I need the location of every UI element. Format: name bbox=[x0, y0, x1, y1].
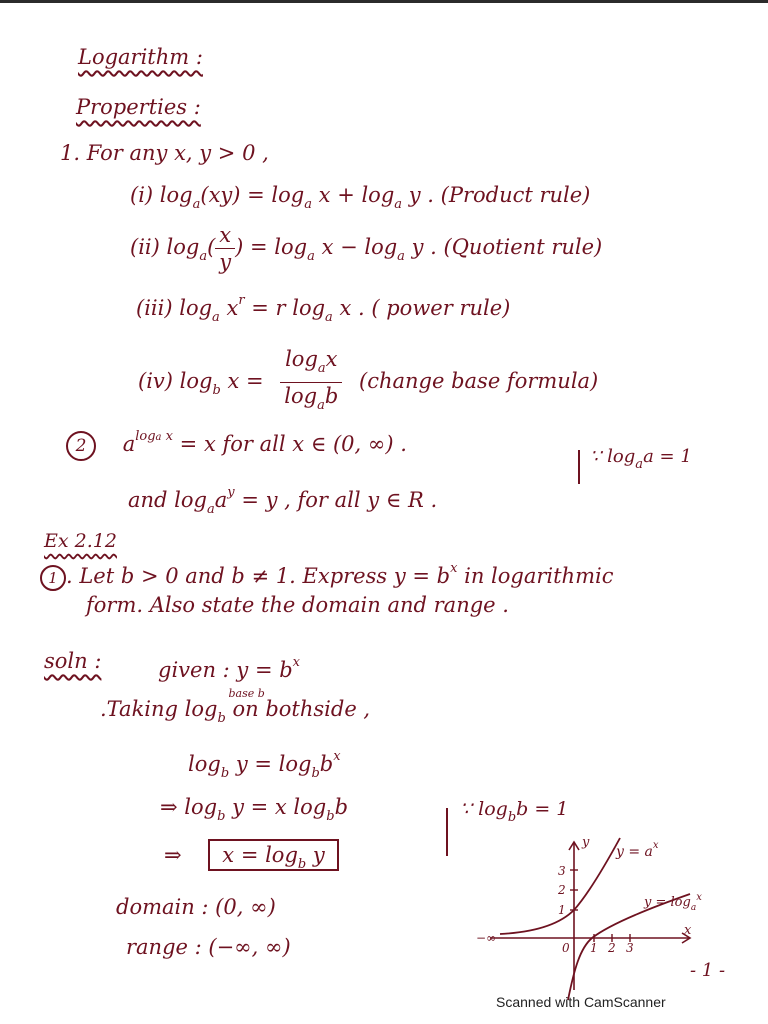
side-divider-2 bbox=[446, 808, 448, 856]
property-1-iii: (iii) $\log_a x^r = r$ $\log_a x$ . ( power rule) bbox=[136, 293, 511, 325]
log-curve-label: $y = \log_a^x$ bbox=[644, 892, 702, 913]
page-number: - 1 - bbox=[690, 960, 726, 981]
scanner-watermark: Scanned with CamScanner bbox=[496, 994, 666, 1010]
side-divider bbox=[578, 450, 580, 484]
property-1-ii: (ii) $\log_a$( $\frac{x}{y}$ ) = $\log_a x - \log_a y$ . (Quotient rule) bbox=[130, 223, 603, 274]
solution-side-note: ∵ $\log_bb = 1$ bbox=[460, 798, 569, 825]
solution-label: soln : bbox=[44, 649, 102, 673]
y-tick-label-2: 2 bbox=[558, 883, 566, 897]
property-2-line-2: and $\log_aa^y = y$ , for all y ∈ R . bbox=[128, 485, 438, 517]
property-1-iv: (iv) $\log_b x$ = $\frac{\log_ax}{\log_ab}$ (change base formula) bbox=[138, 347, 599, 413]
x-tick-label-2: 2 bbox=[608, 941, 616, 955]
solution-step-3: ⇒ $x = \log_b y$ bbox=[164, 842, 339, 878]
example-question-line-1: 1 . Let b > 0 and b ≠ 1. Express $y = b^x$ in logarithmic bbox=[40, 556, 613, 591]
exp-log-graph bbox=[470, 830, 730, 1010]
solution-range: range : (−∞, ∞) bbox=[126, 935, 291, 959]
scan-top-edge bbox=[0, 0, 768, 3]
x-tick-label-1: 1 bbox=[590, 941, 598, 955]
properties-heading: Properties : bbox=[76, 95, 201, 119]
property-2-number: 2 bbox=[66, 431, 96, 461]
property-2-line-1: 2 $a^{loga x} = x$ for all x ∈ (0, ∞) . bbox=[66, 424, 407, 461]
property-1-i: (i) $\log_a(xy) = \log_a x + \log_a y$ . (Product rule) bbox=[130, 183, 591, 212]
x-tick-label-0: 0 bbox=[562, 941, 570, 955]
example-question-line-2: form. Also state the domain and range . bbox=[86, 593, 509, 617]
x-tick-label-3: 3 bbox=[626, 941, 634, 955]
solution-taking-log: .Taking $\log_b$ base b on bothside , bbox=[100, 687, 371, 726]
page-heading: Logarithm : bbox=[78, 45, 203, 69]
example-label: Ex 2.12 bbox=[44, 530, 117, 552]
y-tick-label-3: 3 bbox=[558, 864, 566, 878]
solution-domain: domain : (0, ∞) bbox=[116, 895, 276, 919]
y-tick-label-1: 1 bbox=[558, 903, 566, 917]
solution-given: given : $y = b^x$ bbox=[158, 655, 300, 682]
y-axis-label: y bbox=[582, 835, 590, 850]
boxed-result: $x = \log_b y$ bbox=[208, 839, 338, 871]
neg-infinity-label: −∞ bbox=[476, 931, 497, 945]
solution-step-2: ⇒ $\log_b y = x$ $\log_bb$ bbox=[160, 795, 349, 824]
property-1-intro: 1. For any x, y > 0 , bbox=[60, 141, 269, 165]
exp-curve-label: $y = a^x$ bbox=[616, 840, 659, 860]
x-axis-label: x bbox=[684, 923, 692, 938]
solution-step-1: $\log_b y = \log_bb^x$ bbox=[188, 749, 341, 781]
property-2-side-note: ∵ $\log_aa = 1$ bbox=[590, 446, 692, 472]
